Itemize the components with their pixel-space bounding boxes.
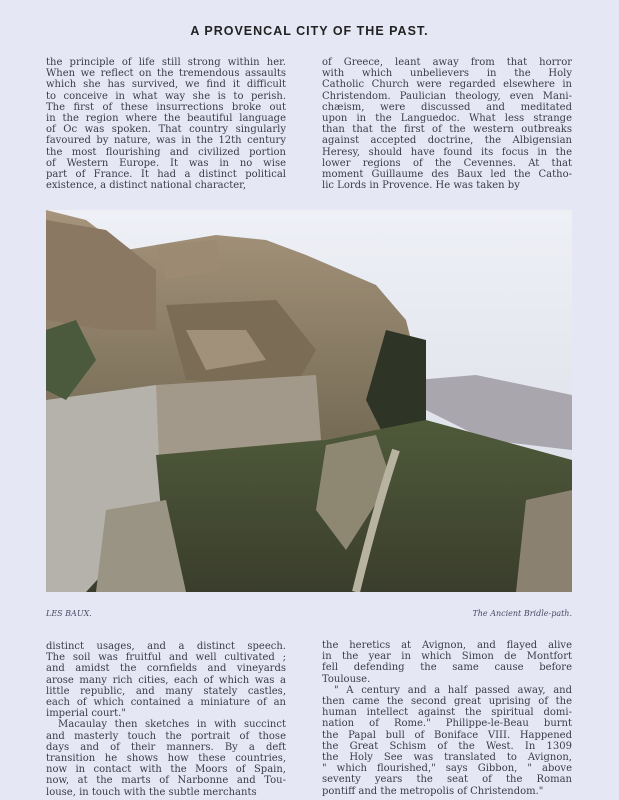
text-line: " A century and a half passed away, and <box>334 684 572 696</box>
text-line: Toulouse. <box>322 673 371 685</box>
text-column-bottom-left <box>46 641 286 798</box>
caption-bridle-path: The Ancient Bridle-path. <box>472 609 572 618</box>
text-line: arose many rich cities, each of which was a <box>46 674 286 686</box>
text-line: the most flourishing and civilized portion <box>46 146 286 158</box>
text-line: in the year in which Simon de Montfort <box>322 651 572 663</box>
text-column-top-right <box>322 57 572 191</box>
text-line: lic Lords in Provence. He was taken by <box>322 180 520 192</box>
text-line: each of which contained a miniature of an <box>46 697 286 709</box>
text-line: imperial court." <box>46 708 126 720</box>
text-line: now in contact with the Moors of Spain, <box>46 764 286 776</box>
text-line: louse, in touch with the subtle merchants <box>46 786 257 798</box>
text-line: now, at the marts of Narbonne and Tou- <box>46 775 286 787</box>
text-line: favoured by nature, was in the 12th century <box>46 135 286 147</box>
text-line: the Papal bull of Boniface VIII. Happened <box>322 729 572 741</box>
text-line: fell defending the same cause before <box>322 662 572 674</box>
text-line: chæism, were discussed and meditated <box>322 101 572 113</box>
text-line: of Oc was spoken. That country singularly <box>46 124 286 136</box>
text-line: Heresy, should have found its focus in the <box>322 146 572 158</box>
text-line: the Great Schism of the West. In 1309 <box>322 740 572 752</box>
text-line: pontiff and the metropolis of Christendom." <box>322 785 544 797</box>
text-line: When we reflect on the tremendous assaults <box>46 68 286 80</box>
text-line: moment Guillaume des Baux led the Catho- <box>322 169 572 181</box>
text-line: little republic, and many stately castles, <box>46 685 286 697</box>
text-line: Catholic Church were regarded elsewhere in <box>322 79 572 91</box>
text-line: Macaulay then sketches in with succinct <box>58 719 286 731</box>
text-line: distinct usages, and a distinct speech. <box>46 641 286 652</box>
text-line: existence, a distinct national character, <box>46 180 247 192</box>
text-line: seventy years the seat of the Roman <box>322 774 572 786</box>
caption-les-baux: LES BAUX. <box>46 609 92 618</box>
text-line: then came the second great uprising of the <box>322 696 572 708</box>
text-line: in the region where the beautiful language <box>46 113 286 125</box>
text-line: The soil was fruitful and well cultivated ; <box>46 652 286 664</box>
text-line: human intellect against the spiritual domi- <box>322 707 572 719</box>
text-line: against accepted doctrine, the Albigensian <box>322 135 572 147</box>
text-line: than that the first of the western outbreaks <box>322 124 572 136</box>
text-line: transition he shows how these countries, <box>46 753 286 765</box>
text-line: which she has survived, we find it difficult <box>46 79 286 91</box>
text-line: the principle of life still strong within her. <box>46 57 286 68</box>
text-line: and masterly touch the portrait of those <box>46 730 286 742</box>
text-line: lower regions of the Cevennes. At that <box>322 157 572 169</box>
photo-les-baux <box>46 210 572 592</box>
text-line: to conceive in what way she is to perish. <box>46 90 286 102</box>
text-line: with which unbelievers in the Holy <box>322 68 572 80</box>
text-line: " which flourished," says Gibbon, " above <box>322 763 572 775</box>
text-line: of Greece, leant away from that horror <box>322 57 572 68</box>
text-column-bottom-right <box>322 640 572 797</box>
text-line: The first of these insurrections broke out <box>46 101 286 113</box>
text-line: days and of their manners. By a deft <box>46 741 286 753</box>
text-line: the heretics at Avignon, and flayed alive <box>322 640 572 651</box>
text-line: of Western Europe. It was in no wise <box>46 157 286 169</box>
text-line: the Holy See was translated to Avignon, <box>322 752 572 764</box>
text-line: nation of Rome." Philippe-le-Beau burnt <box>322 718 572 730</box>
text-line: part of France. It had a distinct political <box>46 169 286 181</box>
text-column-top-left <box>46 57 286 191</box>
text-line: upon in the Languedoc. What less strange <box>322 113 572 125</box>
text-line: and amidst the cornfields and vineyards <box>46 663 286 675</box>
page-title: A PROVENCAL CITY OF THE PAST. <box>190 24 429 38</box>
text-line: Christendom. Paulician theology, even Mani- <box>322 90 572 102</box>
